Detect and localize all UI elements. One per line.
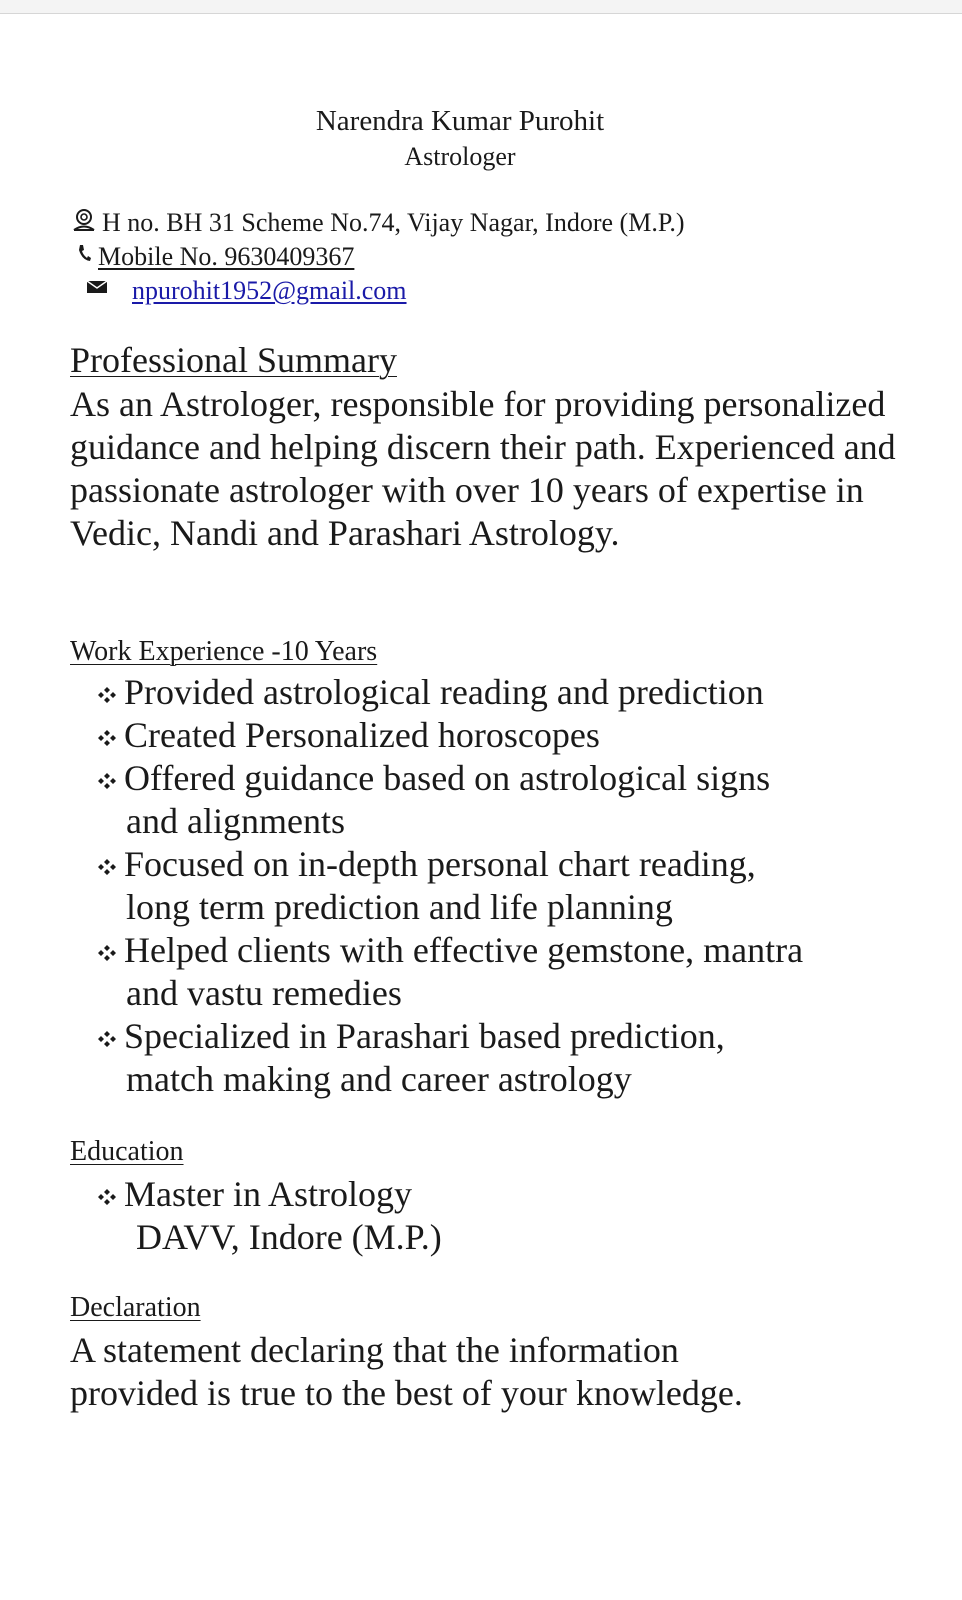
contact-address xyxy=(72,208,685,238)
education-heading: Education xyxy=(70,1136,184,1167)
declaration-line: provided is true to the best of your knowledge. xyxy=(70,1373,743,1413)
diamond-bullet-icon xyxy=(96,1028,118,1050)
declaration-heading: Declaration xyxy=(70,1292,201,1323)
work-item xyxy=(96,671,916,714)
phone-number[interactable]: Mobile No. 9630409367 xyxy=(98,242,355,271)
work-item-line: Offered guidance based on astrological signs xyxy=(124,758,771,798)
contact-email xyxy=(86,276,407,306)
work-item xyxy=(96,843,916,929)
address-text: H no. BH 31 Scheme No.74, Vijay Nagar, Indore (M.P.) xyxy=(102,208,685,237)
diamond-bullet-icon xyxy=(96,770,118,792)
work-item xyxy=(96,714,916,757)
education-list xyxy=(96,1173,916,1259)
diamond-bullet-icon xyxy=(96,684,118,706)
summary-heading: Professional Summary xyxy=(70,340,397,380)
work-item-line-cont: and alignments xyxy=(126,801,345,841)
diamond-bullet-icon xyxy=(96,942,118,964)
contact-phone xyxy=(76,242,354,272)
work-item-line: Specialized in Parashari based prediction, xyxy=(124,1016,725,1056)
summary-text: As an Astrologer, responsible for providing personalized guidance and helping discern their path. Experienced and passionate astrologer with over 10 years of expertise in Vedic, Nandi and Parashari Astrology. xyxy=(70,384,896,553)
resume-name: Narendra Kumar Purohit xyxy=(315,105,605,137)
diamond-bullet-icon xyxy=(96,1186,118,1208)
work-item-line-cont: and vastu remedies xyxy=(126,973,402,1013)
work-item-line-cont: match making and career astrology xyxy=(126,1059,632,1099)
work-item-line: Focused on in-depth personal chart reading, xyxy=(124,844,756,884)
work-item xyxy=(96,929,916,1015)
declaration-line: A statement declaring that the information xyxy=(70,1330,679,1370)
email-link[interactable]: npurohit1952@gmail.com xyxy=(132,276,407,305)
declaration-text xyxy=(70,1329,910,1415)
education-degree: Master in Astrology xyxy=(124,1174,412,1214)
work-item-line-cont: long term prediction and life planning xyxy=(126,887,673,927)
location-pin-icon xyxy=(72,208,96,234)
work-item-line: Helped clients with effective gemstone, mantra xyxy=(124,930,804,970)
education-institution: DAVV, Indore (M.P.) xyxy=(136,1217,442,1257)
envelope-icon xyxy=(86,276,108,298)
diamond-bullet-icon xyxy=(96,856,118,878)
phone-icon xyxy=(76,242,92,266)
work-heading: Work Experience -10 Years xyxy=(70,636,378,667)
work-item xyxy=(96,1015,916,1101)
work-list xyxy=(96,671,916,1101)
diamond-bullet-icon xyxy=(96,727,118,749)
resume-role: Astrologer xyxy=(404,142,516,171)
work-item xyxy=(96,757,916,843)
work-item-line: Created Personalized horoscopes xyxy=(124,715,600,755)
work-item-line: Provided astrological reading and prediction xyxy=(124,672,764,712)
education-item xyxy=(96,1173,916,1259)
